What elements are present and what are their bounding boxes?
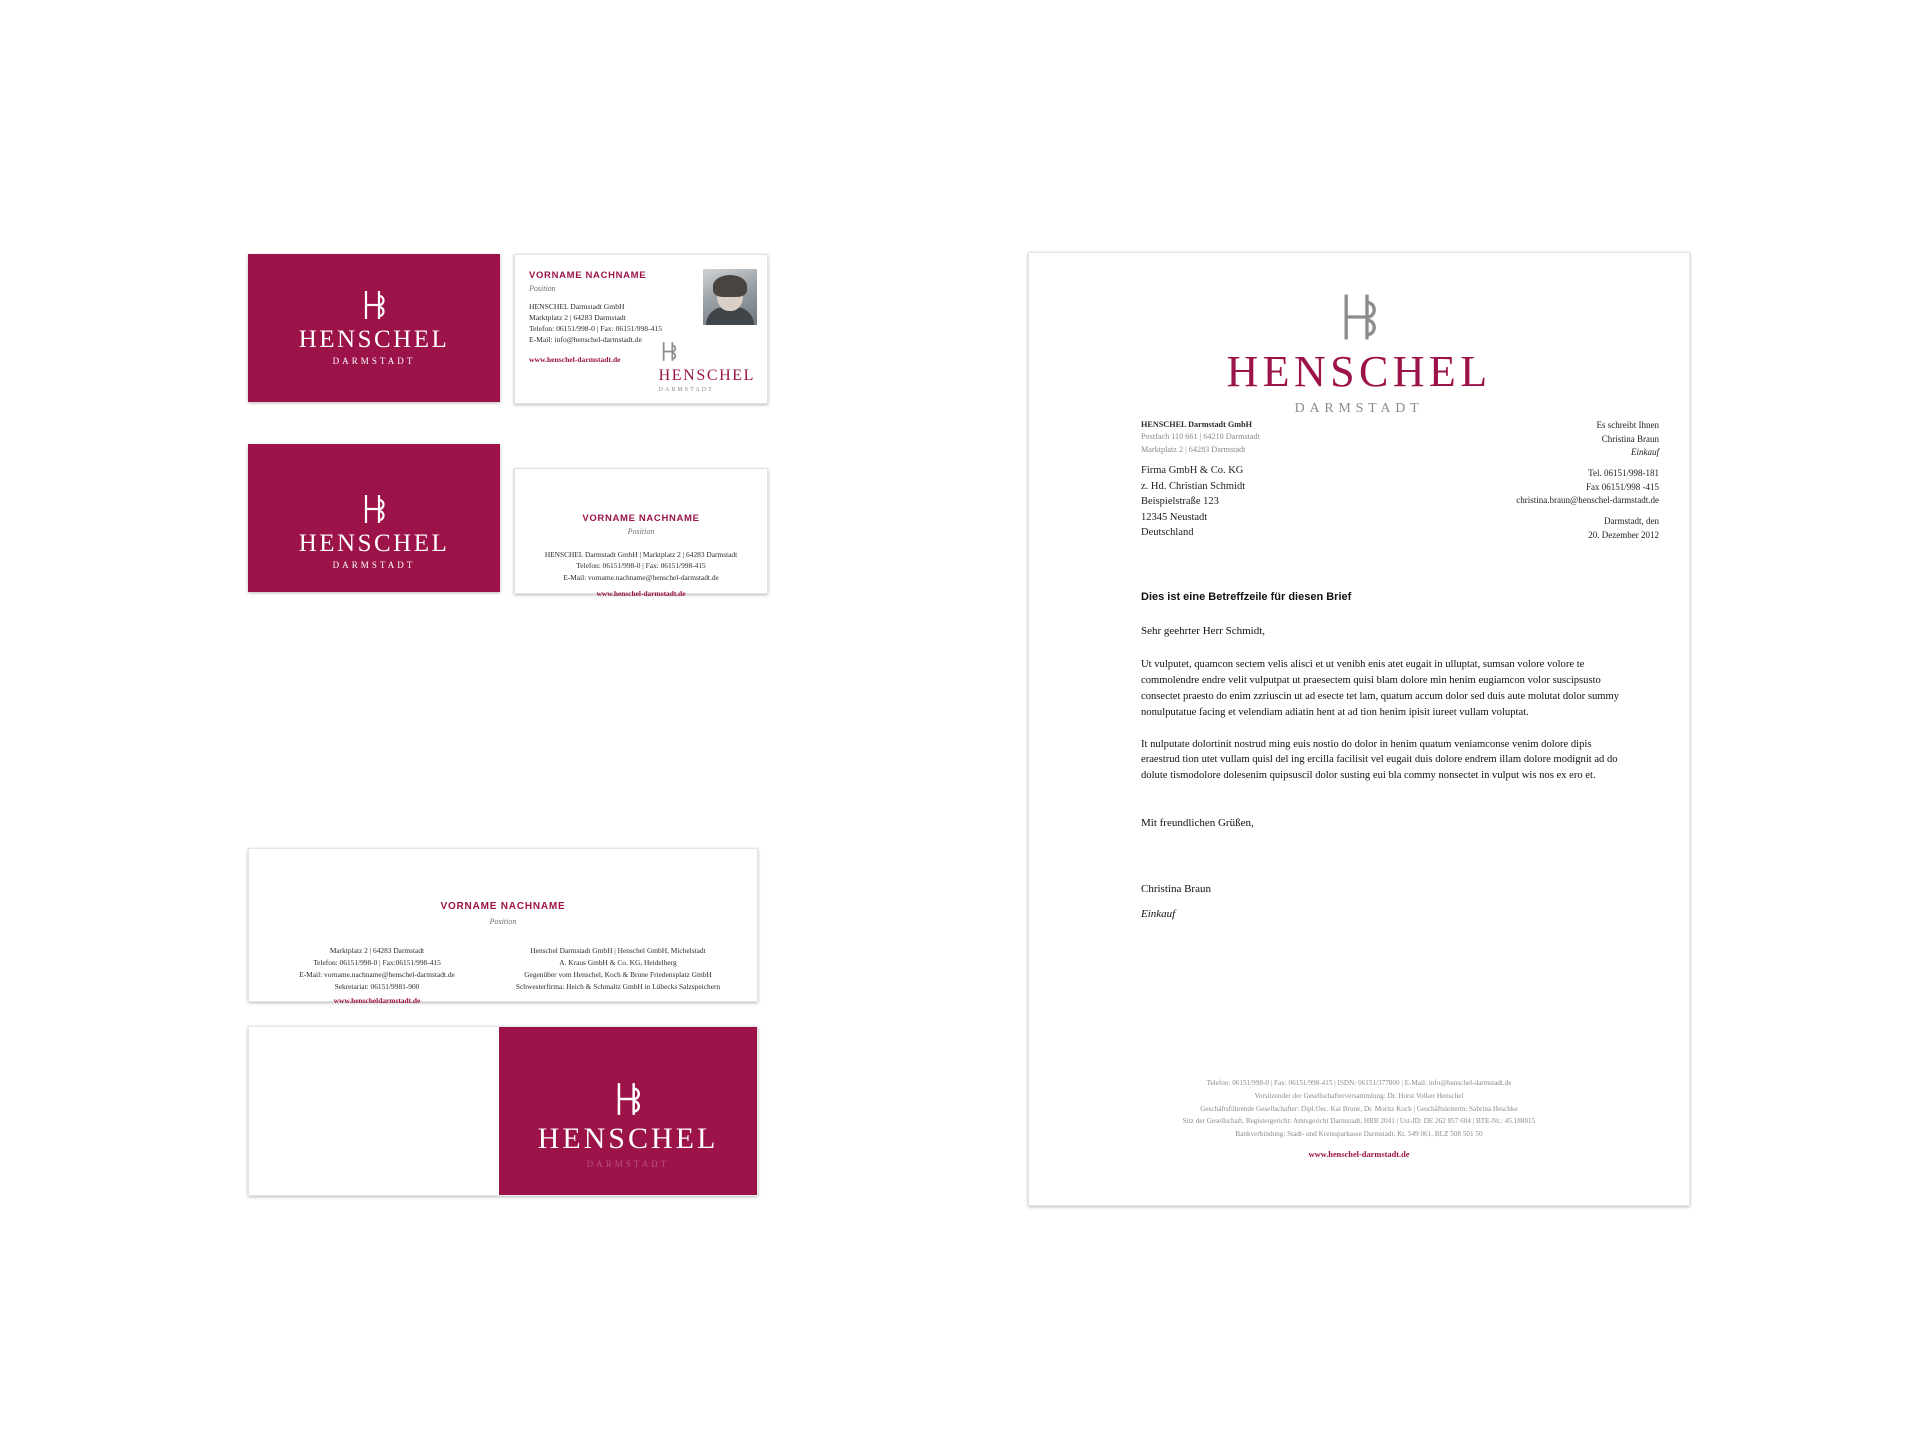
portrait-photo bbox=[703, 269, 757, 325]
footer-line-4: Sitz der Gesellschaft, Registergericht: Amtsgericht Darmstadt, HRB 2041 | Ust-ID: DE 262 857 604 | BTE-Nr.: 45.188015 bbox=[1182, 1117, 1536, 1126]
contact-name: VORNAME NACHNAME bbox=[440, 901, 566, 912]
letter-closing: Mit freundlichen Grüßen, bbox=[1141, 817, 1254, 829]
sub-wordmark: DARMSTADT bbox=[332, 560, 416, 570]
henschel-monogram-icon bbox=[359, 492, 389, 526]
company-address: Marktplatz 2 | 64283 Darmstadt bbox=[529, 313, 626, 322]
slip-left-line-2: Telefon: 06151/998-0 | Fax:06151/998-415 bbox=[313, 957, 441, 967]
contact-details bbox=[515, 549, 767, 583]
envelope-folder bbox=[248, 1026, 758, 1196]
letter-body bbox=[1141, 657, 1621, 800]
logo-lockup bbox=[499, 1079, 757, 1169]
contact-name: VORNAME NACHNAME bbox=[582, 513, 700, 524]
letter-logo-lockup bbox=[1029, 289, 1689, 416]
business-card-back-with-photo bbox=[514, 254, 768, 404]
slip-right-line-2: A. Kraus GmbH & Co. KG, Heidelberg bbox=[559, 957, 677, 967]
slip-left-line-1: Marktplatz 2 | 64283 Darmstadt bbox=[329, 946, 425, 955]
contact-fax: Fax 06151/998 -415 bbox=[1586, 481, 1659, 492]
business-card-front bbox=[248, 254, 500, 402]
correspondent-name: Christina Braun bbox=[1601, 433, 1659, 444]
correspondent-block bbox=[1597, 419, 1659, 460]
recipient-line-5: Deutschland bbox=[1141, 527, 1194, 539]
letter-sub-wordmark: DARMSTADT bbox=[1294, 401, 1424, 416]
signature-role: Einkauf bbox=[1141, 908, 1176, 920]
date-place: Darmstadt, den bbox=[1604, 516, 1659, 526]
recipient-line-2: z. Hd. Christian Schmidt bbox=[1141, 480, 1246, 492]
compliment-slip bbox=[248, 848, 758, 1006]
henschel-monogram-icon bbox=[359, 288, 389, 322]
footer-line-5: Bankverbindung: Stadt- und Kreissparkasse Darmstadt, Kt. 549 061, BLZ 508 501 50 bbox=[1235, 1129, 1483, 1138]
company-website: www.henschel-darmstadt.de bbox=[596, 589, 686, 598]
signature-name: Christina Braun bbox=[1141, 883, 1211, 895]
logo-lockup-small bbox=[659, 340, 755, 393]
company-line: HENSCHEL Darmstadt GmbH | Marktplatz 2 | 64283 Darmstadt bbox=[544, 550, 738, 559]
contact-tel: Tel. 06151/998-181 bbox=[1588, 468, 1659, 478]
letter-paragraph-1: Ut vulputet, quamcon sectem velis alisci et ut venibh enis atet eugait in ulluptat, sumsan volore volore te commolendre endre velit vulputpat ut praesectem quisi blam dolore min henim eugiamcon volor suscipsusto consectet praesto do enim zzriuscin ut ad esecte tet lam, quatum accum dolor sed duis aute molutat dolor summy nonulputatue facing et velendiam adiatin hent at ad tion henim ipisit iureet vullam voluptat. bbox=[1141, 659, 1620, 718]
footer-line-3: Geschäftsführende Gesellschafter: Dipl.Oec. Kai Brune, Dr. Moritz Koch | Geschäftsleiterin: Sabrina Heschke bbox=[1200, 1104, 1518, 1113]
henschel-monogram-icon bbox=[611, 1079, 645, 1119]
sub-wordmark: DARMSTADT bbox=[332, 356, 416, 366]
wordmark: HENSCHEL bbox=[658, 367, 755, 384]
footer-line-1: Telefon: 06151/998-0 | Fax: 06151/998-415 | ISDN: 06151/377800 | E-Mail: info@henschel-darmstadt.de bbox=[1206, 1079, 1512, 1088]
logo-lockup bbox=[248, 288, 500, 366]
company-email: E-Mail: vorname.nachname@henschel-darmstadt.de bbox=[563, 572, 719, 582]
slip-right-line-4: Schwesterfirma: Heich & Schmaltz GmbH in Lübecks Salzspeichern bbox=[515, 981, 721, 991]
company-phone: Telefon: 06151/998-0 | Fax: 06151/998-415 bbox=[529, 324, 663, 333]
sub-wordmark: DARMSTADT bbox=[658, 387, 714, 393]
sub-wordmark: DARMSTADT bbox=[586, 1159, 670, 1169]
letterhead-page bbox=[1028, 252, 1690, 1206]
company-name: HENSCHEL Darmstadt GmbH bbox=[529, 302, 625, 311]
contact-email: christina.braun@henschel-darmstadt.de bbox=[1516, 495, 1659, 505]
footer-line-2: Vorsitzender der Gesellschafterversammlung: Dr. Horst Volker Henschel bbox=[1254, 1091, 1464, 1100]
business-card-back-centered bbox=[514, 468, 768, 598]
sender-line-3: Marktplatz 2 | 64283 Darmstadt bbox=[1141, 444, 1246, 454]
recipient-line-1: Firma GmbH & Co. KG bbox=[1141, 465, 1244, 476]
contact-block bbox=[1516, 467, 1659, 508]
recipient-line-4: 12345 Neustadt bbox=[1141, 511, 1208, 523]
letter-wordmark: HENSCHEL bbox=[1226, 347, 1492, 396]
letter-footer bbox=[1029, 1077, 1689, 1163]
wordmark: HENSCHEL bbox=[537, 1122, 719, 1155]
slip-right-line-3: Gegenüber vom Henschel, Koch & Brune Friedensplatz GmbH bbox=[524, 969, 712, 979]
logo-lockup bbox=[248, 492, 500, 570]
letter-paragraph-2: It nulputate dolortinit nostrud ming euis nostio do dolor in henim quatum veniamconse venim dolore dipis eraestrud tion utet vullam quisl del ing ercilla facilisit vel eugait duis dolore endrem illam dolore modignit ad do dolute tismodolore dolesenim quipsuscil dolor susting eui bla commy nonsectet in vulput wis nos ex ero et. bbox=[1141, 738, 1618, 782]
henschel-monogram-icon bbox=[659, 340, 679, 363]
recipient-line-3: Beispielstraße 123 bbox=[1141, 496, 1219, 508]
contact-position: Position bbox=[627, 527, 655, 536]
contact-details bbox=[529, 301, 662, 345]
company-phone: Telefon: 06151/998-0 | Fax: 06151/998-415 bbox=[576, 561, 706, 571]
footer-website: www.henschel-darmstadt.de bbox=[1308, 1150, 1410, 1160]
letter-subject: Dies ist eine Betreffzeile für diesen Brief bbox=[1141, 591, 1352, 603]
slip-right-column bbox=[493, 945, 743, 992]
henschel-monogram-icon bbox=[1335, 289, 1383, 345]
wordmark: HENSCHEL bbox=[298, 326, 450, 353]
company-website: www.henscheldarmstadt.de bbox=[333, 996, 421, 1006]
correspondent-role: Einkauf bbox=[1631, 447, 1659, 457]
letter-salutation: Sehr geehrter Herr Schmidt, bbox=[1141, 625, 1266, 637]
slip-left-line-3: E-Mail: vorname.nachname@henschel-darmstadt.de bbox=[299, 969, 455, 979]
contact-name: VORNAME NACHNAME bbox=[529, 270, 647, 281]
recipient-address-block bbox=[1141, 463, 1245, 541]
date-value: 20. Dezember 2012 bbox=[1588, 529, 1659, 540]
contact-position: Position bbox=[489, 917, 517, 926]
correspondent-label: Es schreibt Ihnen bbox=[1596, 420, 1659, 430]
company-website: www.henschel-darmstadt.de bbox=[529, 355, 621, 364]
maroon-panel bbox=[499, 1027, 757, 1195]
wordmark: HENSCHEL bbox=[298, 530, 450, 557]
slip-right-line-1: Henschel Darmstadt GmbH | Henschel GmbH, Michelstadt bbox=[530, 946, 706, 955]
sender-line-2: Postfach 110 661 | 64210 Darmstadt bbox=[1141, 432, 1260, 442]
company-email: E-Mail: info@henschel-darmstadt.de bbox=[529, 335, 642, 344]
sender-address-block bbox=[1141, 419, 1260, 456]
date-block bbox=[1588, 515, 1659, 542]
contact-position: Position bbox=[529, 284, 556, 293]
slip-left-line-4: Sekretariat: 06151/9981-900 bbox=[334, 981, 420, 991]
sender-company: HENSCHEL Darmstadt GmbH bbox=[1141, 420, 1252, 429]
slip-left-column bbox=[267, 945, 487, 1007]
business-card-front-alt bbox=[248, 444, 500, 592]
